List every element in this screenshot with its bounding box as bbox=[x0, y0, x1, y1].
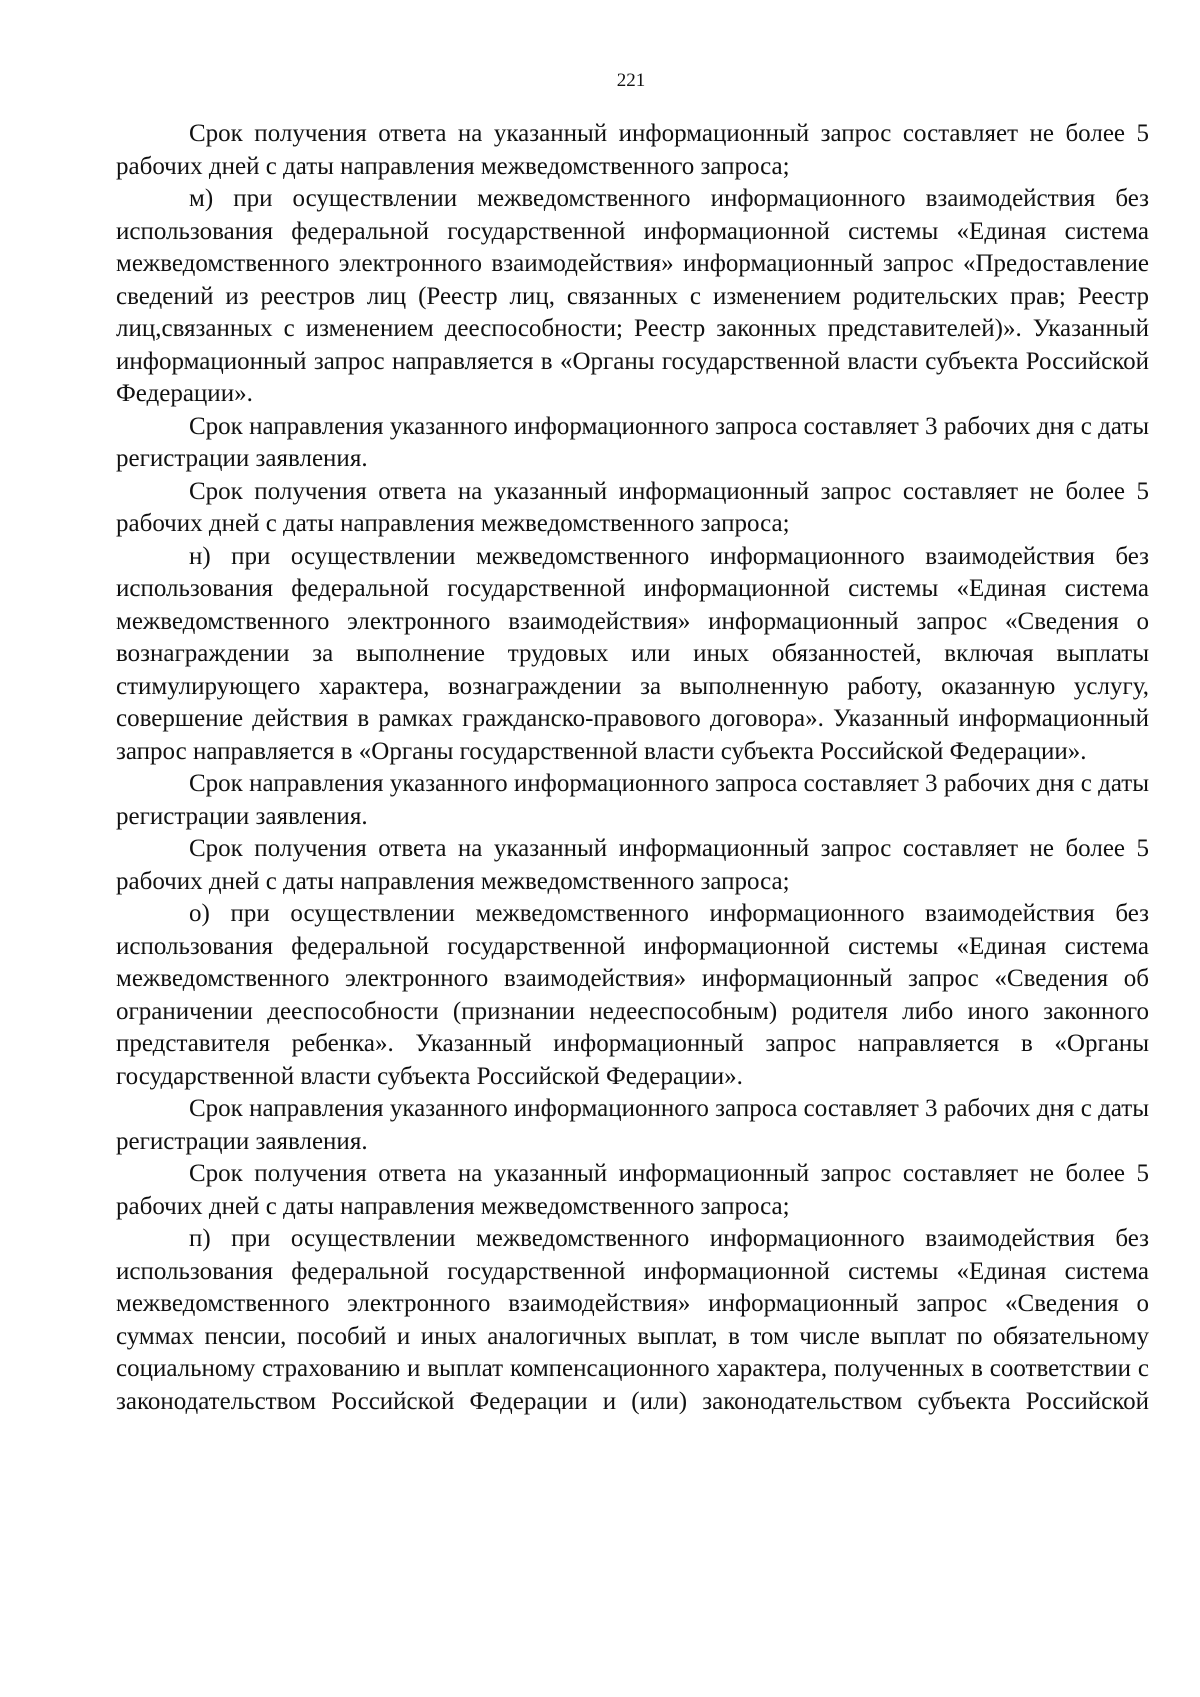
paragraph-send-term-n: Срок направления указанного информационного запроса составляет 3 рабочих дня с даты регистрации заявления. bbox=[116, 770, 1149, 830]
paragraph-response-term-1: Срок получения ответа на указанный информационный запрос составляет не более 5 рабочих дней с даты направления межведомственного запроса; bbox=[116, 120, 1149, 180]
paragraph-send-term-m: Срок направления указанного информационного запроса составляет 3 рабочих дня с даты регистрации заявления. bbox=[116, 412, 1149, 472]
paragraph-response-term-o: Срок получения ответа на указанный информационный запрос составляет не более 5 рабочих дней с даты направления межведомственного запроса; bbox=[116, 1160, 1149, 1220]
paragraph-item-n: н) при осуществлении межведомственного информационного взаимодействия без использования федеральной государственной информационной системы «Единая система межведомственного электронного взаимодействия» информационный запрос «Сведения о вознаграждении за выполнение трудовых или иных обязанностей, включая выплаты стимулирующего характера, вознаграждении за выполненную работу, оказанную услугу, совершение действия в рамках гражданско-правового договора». Указанный информационный запрос направляется в «Органы государственной власти субъекта Российской Федерации». bbox=[116, 542, 1149, 765]
paragraph-response-term-m: Срок получения ответа на указанный информационный запрос составляет не более 5 рабочих дней с даты направления межведомственного запроса; bbox=[116, 477, 1149, 537]
paragraph-response-term-n: Срок получения ответа на указанный информационный запрос составляет не более 5 рабочих дней с даты направления межведомственного запроса; bbox=[116, 835, 1149, 895]
paragraph-send-term-o: Срок направления указанного информационного запроса составляет 3 рабочих дня с даты регистрации заявления. bbox=[116, 1095, 1149, 1155]
page-number: 221 bbox=[616, 70, 646, 91]
paragraph-item-p: п) при осуществлении межведомственного информационного взаимодействия без использования федеральной государственной информационной системы «Единая система межведомственного электронного взаимодействия» информационный запрос «Сведения о суммах пенсии, пособий и иных аналогичных выплат, в том числе выплат по обязательному социальному страхованию и выплат компенсационного характера, полученных в соответствии с законодательством Российской Федерации и (или) законодательством субъекта Российской bbox=[116, 1225, 1149, 1415]
paragraph-item-o: о) при осуществлении межведомственного информационного взаимодействия без использования федеральной государственной информационной системы «Единая система межведомственного электронного взаимодействия» информационный запрос «Сведения об ограничении дееспособности (признании недееспособным) родителя либо иного законного представителя ребенка». Указанный информационный запрос направляется в «Органы государственной власти субъекта Российской Федерации». bbox=[116, 900, 1149, 1090]
paragraph-item-m: м) при осуществлении межведомственного информационного взаимодействия без использования федеральной государственной информационной системы «Единая система межведомственного электронного взаимодействия» информационный запрос «Предоставление сведений из реестров лиц (Реестр лиц, связанных с изменением родительских прав; Реестр лиц,связанных с изменением дееспособности; Реестр законных представителей)». Указанный информационный запрос направляется в «Органы государственной власти субъекта Российской Федерации». bbox=[116, 185, 1149, 407]
document-body bbox=[116, 118, 1149, 1418]
